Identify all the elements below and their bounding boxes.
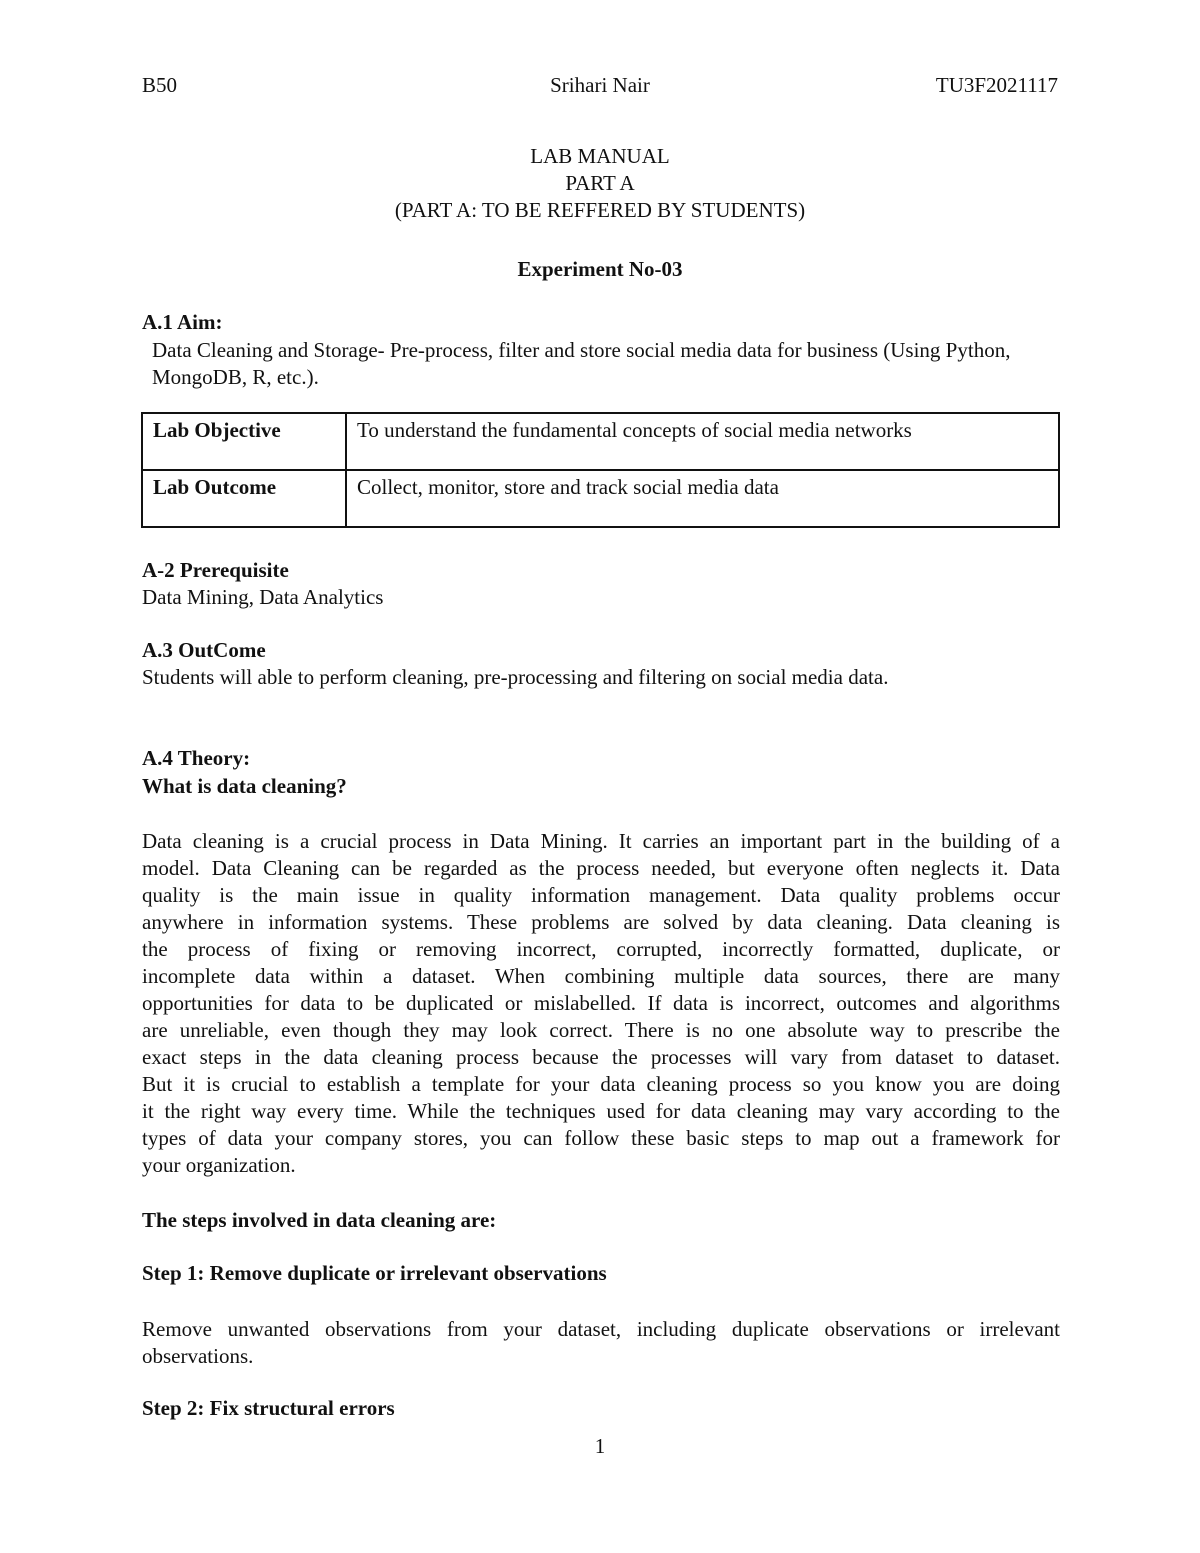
step1-heading: Step 1: Remove duplicate or irrelevant observations	[142, 1261, 607, 1285]
lab-objective-label: Lab Objective	[142, 413, 346, 470]
paragraph-line: Remove unwanted observations from your dataset, including duplicate observations or irrelevant	[142, 1317, 1060, 1341]
paragraph-line: model. Data Cleaning can be regarded as the process needed, but everyone often neglects it. Data	[142, 856, 1060, 880]
outcome-text: Students will able to perform cleaning, pre-processing and filtering on social media data.	[142, 665, 889, 689]
header-left-text: B50	[142, 73, 178, 97]
step1-paragraph	[142, 1316, 1060, 1370]
step2-heading: Step 2: Fix structural errors	[142, 1396, 395, 1420]
paragraph-line: opportunities for data to be duplicated or mislabelled. If data is incorrect, outcomes and algorithms	[142, 991, 1060, 1015]
manual-title: LAB MANUAL	[530, 144, 670, 168]
paragraph-line: types of data your company stores, you can follow these basic steps to map out a framework for	[142, 1126, 1060, 1150]
paragraph-line: quality is the main issue in quality information management. Data quality problems occur	[142, 883, 1060, 907]
paragraph-line: it the right way every time. While the techniques used for data cleaning may vary according to the	[142, 1099, 1060, 1123]
paragraph-line: But it is crucial to establish a template for your data cleaning process so you know you are doing	[142, 1072, 1060, 1096]
paragraph-line: observations.	[142, 1344, 254, 1368]
objectives-table	[141, 412, 1060, 528]
lab-outcome-label: Lab Outcome	[142, 470, 346, 527]
table-row	[142, 413, 1059, 470]
paragraph-line: incomplete data within a dataset. When combining multiple data sources, there are many	[142, 964, 1060, 988]
page-number: 1	[594, 1434, 606, 1458]
header-author-name: Srihari Nair	[550, 73, 650, 97]
part-subtitle: (PART A: TO BE REFFERED BY STUDENTS)	[394, 198, 806, 222]
steps-heading: The steps involved in data cleaning are:	[142, 1208, 497, 1232]
aim-heading: A.1 Aim:	[142, 310, 223, 334]
theory-question: What is data cleaning?	[142, 774, 347, 798]
aim-text: Data Cleaning and Storage- Pre-process, filter and store social media data for business (Using Python, MongoDB, R, etc.).	[152, 338, 1011, 389]
paragraph-line: Data cleaning is a crucial process in Data Mining. It carries an important part in the building of a	[142, 829, 1060, 853]
prerequisite-text: Data Mining, Data Analytics	[142, 585, 384, 609]
theory-heading: A.4 Theory:	[142, 746, 251, 770]
part-title: PART A	[565, 171, 635, 195]
theory-paragraph	[142, 828, 1060, 1179]
paragraph-line: are unreliable, even though they may look correct. There is no one absolute way to prescribe the	[142, 1018, 1060, 1042]
outcome-heading: A.3 OutCome	[142, 638, 266, 662]
table-row	[142, 470, 1059, 527]
prerequisite-heading: A-2 Prerequisite	[142, 558, 289, 582]
paragraph-line: exact steps in the data cleaning process because the processes will vary from dataset to dataset.	[142, 1045, 1060, 1069]
experiment-title: Experiment No-03	[517, 257, 683, 281]
lab-objective-value: To understand the fundamental concepts of social media networks	[346, 413, 1059, 470]
paragraph-line: the process of fixing or removing incorrect, corrupted, incorrectly formatted, duplicate, or	[142, 937, 1060, 961]
header-student-id: TU3F2021117	[935, 73, 1058, 97]
paragraph-line: anywhere in information systems. These problems are solved by data cleaning. Data cleaning is	[142, 910, 1060, 934]
lab-outcome-value: Collect, monitor, store and track social media data	[346, 470, 1059, 527]
paragraph-line: your organization.	[142, 1153, 296, 1177]
